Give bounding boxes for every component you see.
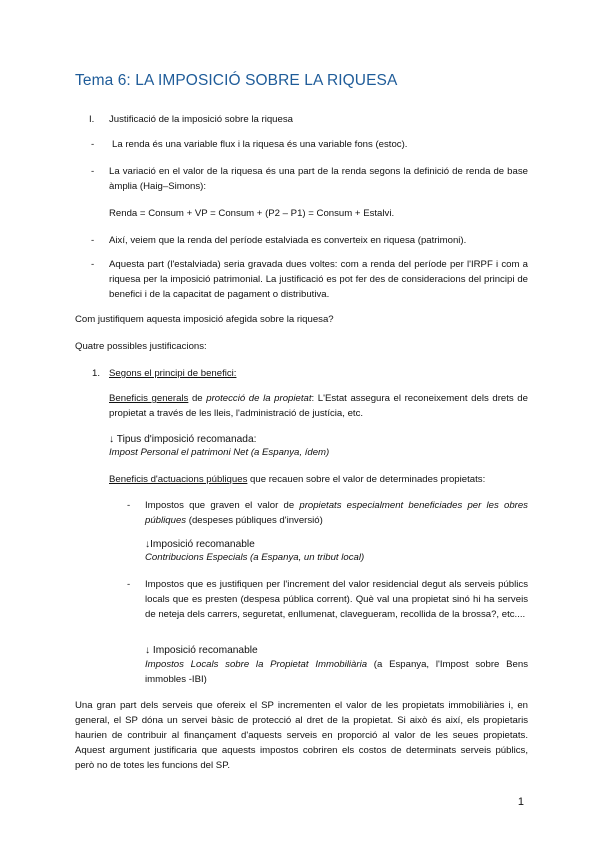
bullet-text: La renda és una variable flux i la riquesa és una variable fons (estoc). [112,139,408,150]
closing-paragraph: Una gran part dels serveis que ofereix el SP incrementen el valor de les propietats immobiliàries i, en general, el SP dóna un servei bàsic de protecció al dret de la propietat. Si això és així, els propietaris haurien de contribuir al finançament d'aquests serveis en proporció al valor de les seues propietats. Aquest argument justificaria que aquests impostos cobriren els costos de determinats serveis públics, però no de totes les funcions del SP. [75,700,528,771]
section-heading: Justificació de la imposició sobre la riquesa [109,114,293,125]
recommendation-label: ↓ Imposició recomanable [145,645,258,656]
question-text: Com justifiquem aquesta imposició afegida sobre la riquesa? [75,314,334,325]
recommendation-label: ↓Imposició recomanable [145,539,255,550]
sub-bullet-text: Impostos que es justifiquen per l'increment del valor residencial degut als serveis públics locals que es presten (despesa pública corrent). Què val una propietat sinó hi ha serveis de neteja dels carrers, seguretat, enllumenat, clavegueram, recollida de la brossa?, etc.... [145,579,528,620]
general-benefits-label: Beneficis generals [109,393,189,404]
section-number: I. [89,114,95,125]
intro-text: Quatre possibles justificacions: [75,341,207,352]
public-actions-paragraph: Beneficis d'actuacions públiques que recauen sobre el valor de determinades propietats: [109,474,486,485]
tipus-label: ↓ Tipus d'imposició recomanada: [109,434,257,445]
bullet-text: Aquesta part (l'estalviada) seria gravada dues voltes: com a renda del període per l'IRPF i com a riquesa per la imposició patrimonial. La justificació es pot fer des de consideracions del principi de benefici i de la capacitat de pagament o distributiva. [109,259,528,300]
general-benefits-paragraph: Beneficis generals de protecció de la propietat: L'Estat assegura el reconeixement dels drets de propietat a través de les lleis, l'administració de justícia, etc. [109,393,528,419]
item-number: 1. [92,368,101,379]
recommendation-value: Contribucions Especials (a Espanya, un tribut local) [145,552,365,563]
tipus-value: Impost Personal el patrimoni Net (a Espanya, ídem) [109,447,330,458]
sub-bullet-mark: - [127,500,131,511]
item-heading: Segons el principi de benefici: [109,368,237,379]
bullet-mark: - [91,139,95,150]
bullet-mark: - [91,259,95,270]
sub-bullet-text: Impostos que graven el valor de propietats especialment beneficiades per les obres públiques (despeses públiques d'inversió) [145,500,528,526]
bullet-mark: - [91,166,95,177]
renda-formula: Renda = Consum + VP = Consum + (P2 – P1) = Consum + Estalvi. [109,208,395,219]
bullet-text: Així, veiem que la renda del període estalviada es converteix en riquesa (patrimoni). [109,235,467,246]
page-number: 1 [517,796,524,808]
bullet-mark: - [91,235,95,246]
recommendation-value: Impostos Locals sobre la Propietat Immobiliària (a Espanya, l'Impost sobre Bens immobles -IBI) [145,659,529,685]
bullet-text: La variació en el valor de la riquesa és una part de la renda segons la definició de renda de base àmplia (Haig–Simons): [109,166,528,192]
sub-bullet-mark: - [127,579,131,590]
page-title: Tema 6: LA IMPOSICIÓ SOBRE LA RIQUESA [75,72,398,89]
